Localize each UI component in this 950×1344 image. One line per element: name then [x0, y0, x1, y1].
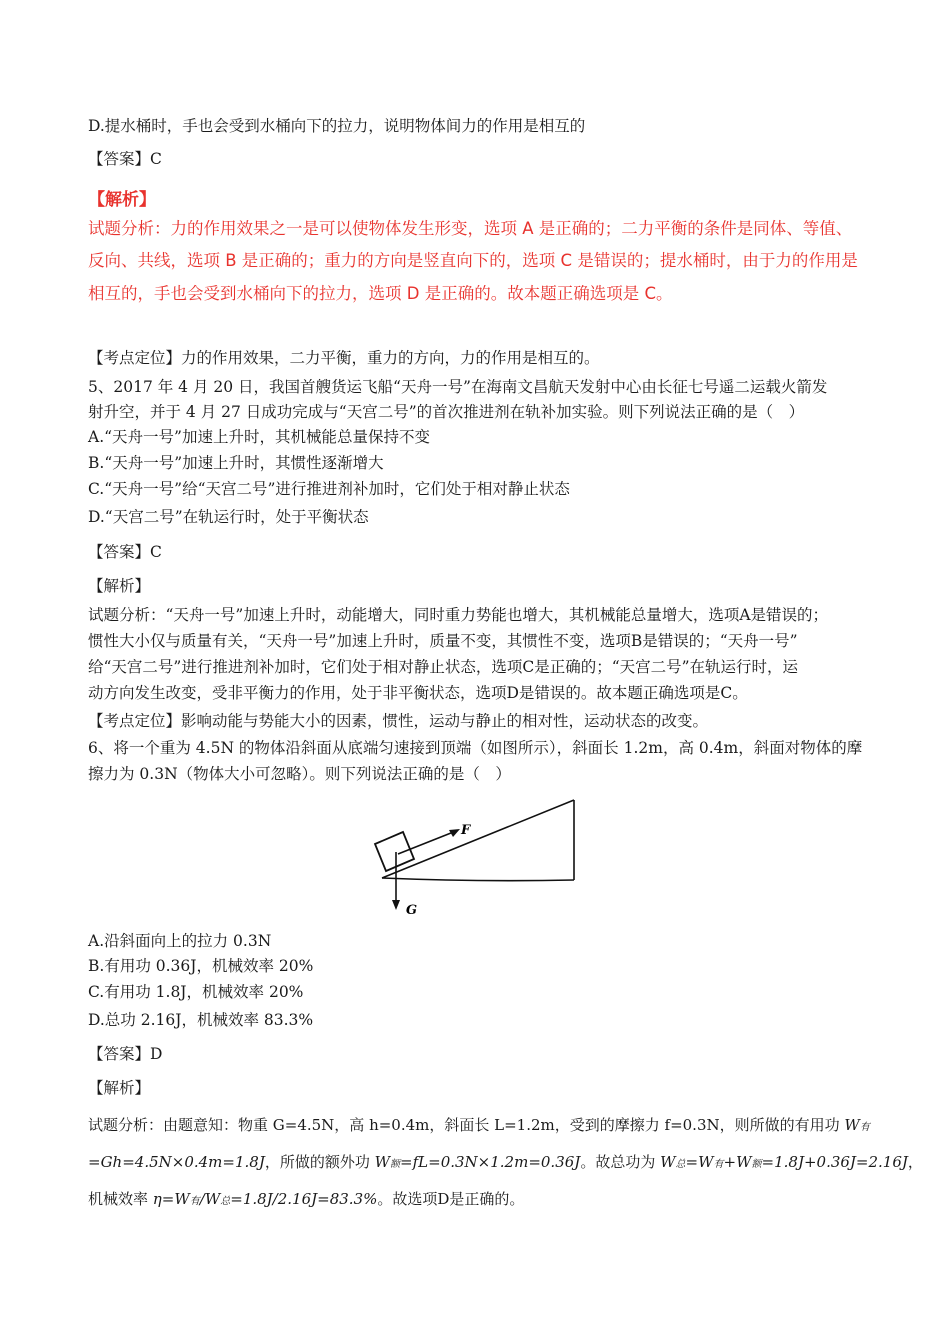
q5-stem-line: 射升空，并于 4 月 27 日成功完成与“天宫二号”的首次推进剂在轨补加实验。则下列说法正确的是（ ） — [88, 403, 805, 421]
q4-analysis-line: 反向、共线，选项 B 是正确的；重力的方向是竖直向下的，选项 C 是错误的；提水桶时，由于力的作用是 — [88, 251, 858, 270]
q5-analysis-line: 试题分析：“天舟一号”加速上升时，动能增大，同时重力势能也增大，其机械能总量增大，选项A是错误的； — [88, 606, 829, 624]
q4-answer: 【答案】C — [88, 150, 162, 168]
q6-stem-line: 6、将一个重为 4.5N 的物体沿斜面从底端匀速接到顶端（如图所示），斜面长 1.2m，高 0.4m，斜面对物体的摩 — [88, 739, 863, 757]
q6-analysis-title: 【解析】 — [88, 1079, 151, 1097]
q4-analysis-title: 【解析】 — [88, 190, 156, 210]
q5-option-b: B.“天舟一号”加速上升时，其惯性逐渐增大 — [88, 454, 384, 472]
q6-option-a: A.沿斜面向上的拉力 0.3N — [88, 932, 272, 950]
q6-answer: 【答案】D — [88, 1045, 163, 1063]
q6-option-d: D.总功 2.16J，机械效率 83.3% — [88, 1011, 314, 1029]
q5-stem-line: 5、2017 年 4 月 20 日，我国首艘货运飞船“天舟一号”在海南文昌航天发射中心由长征七号遥二运载火箭发 — [88, 378, 828, 396]
q5-answer: 【答案】C — [88, 543, 162, 561]
q4-analysis-line: 试题分析：力的作用效果之一是可以使物体发生形变，选项 A 是正确的；二力平衡的条件是同体、等值、 — [88, 219, 853, 238]
q5-analysis-title: 【解析】 — [88, 577, 151, 595]
q4-option-d: D.提水桶时，手也会受到水桶向下的拉力，说明物体间力的作用是相互的 — [88, 117, 586, 135]
block — [375, 832, 414, 871]
incline-base — [382, 878, 574, 881]
q5-analysis-line: 惯性大小仅与质量有关，“天舟一号”加速上升时，质量不变，其惯性不变，选项B是错误的；“天舟一号” — [88, 632, 798, 650]
incline-figure — [360, 790, 590, 920]
q5-option-a: A.“天舟一号”加速上升时，其机械能总量保持不变 — [88, 428, 430, 446]
gravity-label: G — [406, 903, 418, 918]
q5-option-d: D.“天宫二号”在轨运行时，处于平衡状态 — [88, 508, 369, 526]
q5-analysis-line: 动方向发生改变，受非平衡力的作用，处于非平衡状态，选项D是错误的。故本题正确选项是C。 — [88, 684, 748, 702]
q6-option-b: B.有用功 0.36J，机械效率 20% — [88, 957, 314, 975]
q6-option-c: C.有用功 1.8J，机械效率 20% — [88, 983, 304, 1001]
q6-analysis-line-1: 试题分析：由题意知：物重 G=4.5N，高 h=0.4m，斜面长 L=1.2m，受到的摩擦力 f=0.3N，则所做的有用功 W有 — [88, 1116, 870, 1134]
q6-analysis-line-3: 机械效率 η=W有/W总=1.8J/2.16J=83.3%。故选项D是正确的。 — [88, 1190, 525, 1208]
q5-option-c: C.“天舟一号”给“天宫二号”进行推进剂补加时，它们处于相对静止状态 — [88, 480, 570, 498]
q6-stem-line: 擦力为 0.3N（物体大小可忽略）。则下列说法正确的是（ ） — [88, 765, 511, 783]
incline-surface — [382, 800, 574, 878]
gravity-arrowhead — [392, 900, 400, 910]
q6-analysis-line-2: =Gh=4.5N×0.4m=1.8J，所做的额外功 W额=fL=0.3N×1.2m=0.36J。故总功为 W总=W有+W额=1.8J+0.36J=2.16J， — [88, 1153, 923, 1171]
q4-kaodian: 【考点定位】力的作用效果，二力平衡，重力的方向，力的作用是相互的。 — [88, 349, 600, 367]
q5-kaodian: 【考点定位】影响动能与势能大小的因素，惯性，运动与静止的相对性，运动状态的改变。 — [88, 712, 709, 730]
force-f-label: F — [461, 823, 471, 838]
q4-analysis-line: 相互的，手也会受到水桶向下的拉力，选项 D 是正确的。故本题正确选项是 C。 — [88, 284, 673, 303]
q5-analysis-line: 给“天宫二号”进行推进剂补加时，它们处于相对静止状态，选项C是正确的；“天宫二号”在轨运行时，运 — [88, 658, 799, 676]
